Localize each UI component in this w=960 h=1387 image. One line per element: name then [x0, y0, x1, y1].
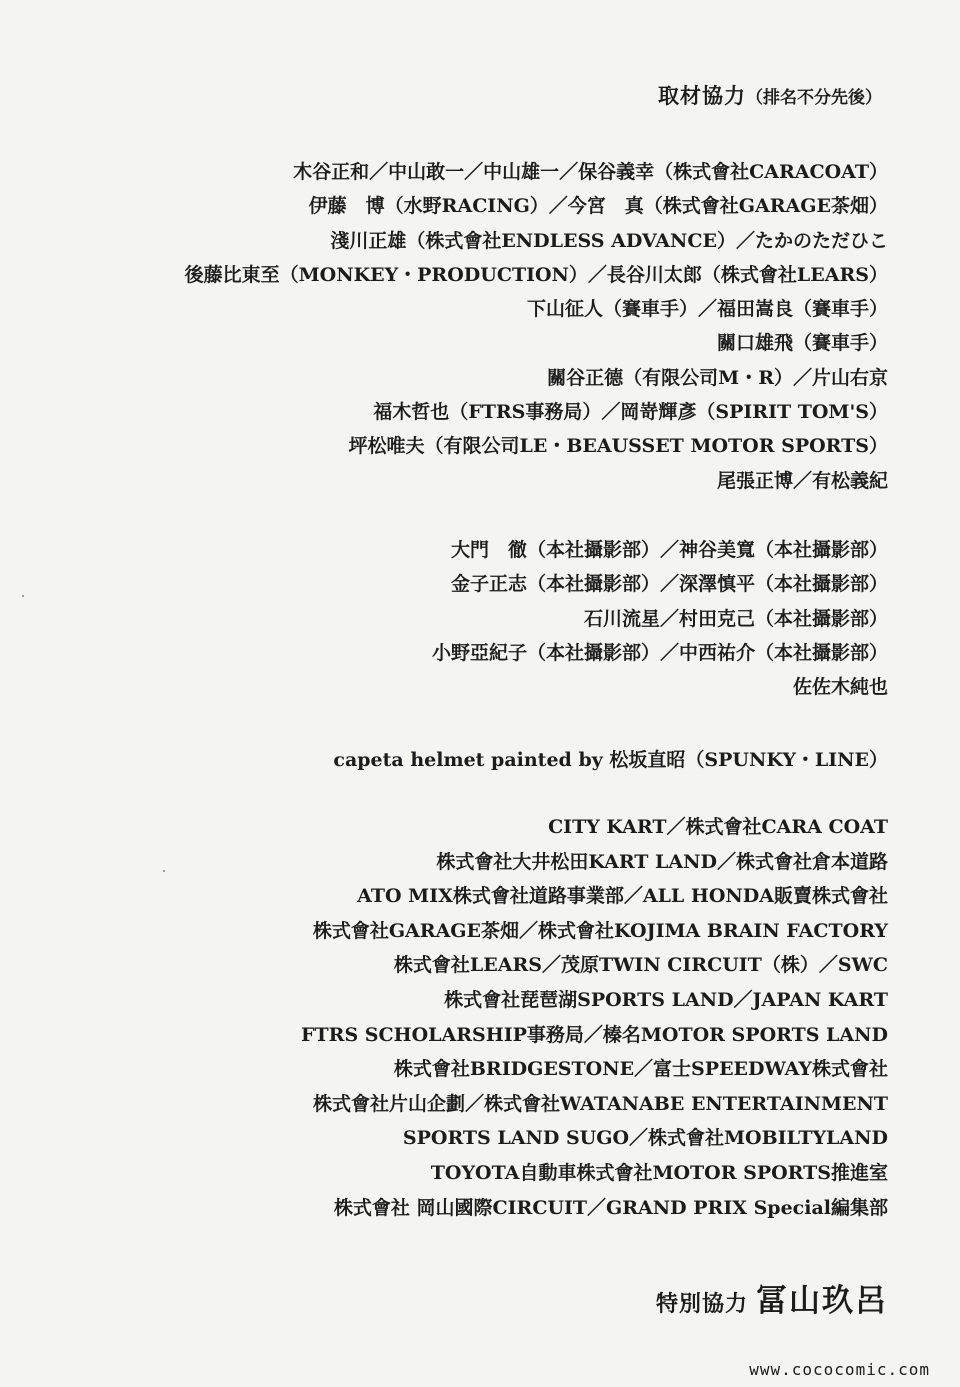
paper-speck	[22, 595, 24, 597]
photo-credits-list	[432, 533, 888, 704]
credit-line: 尾張正博／有松義紀	[716, 469, 888, 492]
organization-line: 株式會社琵琶湖SPORTS LAND／JAPAN KART	[444, 988, 888, 1011]
credit-line: 關谷正德（有限公司M・R）／片山右京	[547, 366, 888, 389]
heading-title: 取材協力	[658, 83, 746, 108]
credit-line: 坪松唯夫（有限公司LE・BEAUSSET MOTOR SPORTS）	[348, 435, 888, 458]
organization-line: 株式會社大井松田KART LAND／株式會社倉本道路	[436, 850, 888, 873]
paper-speck	[163, 870, 165, 872]
credit-line: 後藤比東至（MONKEY・PRODUCTION）／長谷川太郎（株式會社LEARS）	[184, 263, 888, 286]
special-thanks-label: 特別協力	[655, 1291, 748, 1317]
credits-heading	[658, 80, 882, 110]
organization-line: 株式會社BRIDGESTONE／富士SPEEDWAY株式會社	[393, 1058, 888, 1081]
organization-line: 株式會社GARAGE茶畑／株式會社KOJIMA BRAIN FACTORY	[312, 919, 888, 942]
helmet-credit	[333, 743, 888, 777]
credit-line: 木谷正和／中山敢一／中山雄一／保谷義幸（株式會社CARACOAT）	[293, 161, 888, 183]
organization-credits-list	[301, 810, 888, 1225]
photo-credit-line: 大門 徹（本社攝影部）／神谷美寬（本社攝影部）	[450, 539, 888, 561]
photo-credit-line: 佐佐木純也	[792, 676, 888, 699]
credit-line: 淺川正雄（株式會社ENDLESS ADVANCE）／たかのただひこ	[330, 229, 888, 252]
organization-line: 株式會社片山企劃／株式會社WATANABE ENTERTAINMENT	[313, 1092, 888, 1115]
photo-credit-line: 金子正志（本社攝影部）／深澤慎平（本社攝影部）	[450, 573, 888, 596]
organization-line: 株式會社LEARS／茂原TWIN CIRCUIT（株）／SWC	[393, 954, 888, 977]
organization-line: SPORTS LAND SUGO／株式會社MOBILTYLAND	[402, 1127, 888, 1150]
helmet-credit-line: capeta helmet painted by 松坂直昭（SPUNKY・LINE）	[333, 749, 888, 771]
site-watermark: www.cococomic.com	[749, 1360, 930, 1379]
interview-credits-list	[185, 155, 888, 498]
photo-credit-line: 石川流星／村田克己（本社攝影部）	[583, 607, 888, 630]
organization-line: TOYOTA自動車株式會社MOTOR SPORTS推進室	[430, 1161, 888, 1184]
heading-note: （排名不分先後）	[746, 88, 882, 108]
credit-line: 福木哲也（FTRS事務局）／岡嵜輝彥（SPIRIT TOM'S）	[373, 401, 888, 424]
credit-line: 伊藤 博（水野RACING）／今宮 真（株式會社GARAGE茶畑）	[308, 195, 888, 218]
organization-line: CITY KART／株式會社CARA COAT	[548, 816, 888, 838]
organization-line: ATO MIX株式會社道路事業部／ALL HONDA販賣株式會社	[357, 885, 888, 908]
special-thanks	[656, 1275, 888, 1320]
photo-credit-line: 小野亞紀子（本社攝影部）／中西祐介（本社攝影部）	[431, 641, 888, 664]
credit-line: 關口雄飛（賽車手）	[716, 332, 888, 355]
special-thanks-name: 冨山玖呂	[756, 1283, 888, 1319]
credit-line: 下山征人（賽車手）／福田嵩良（賽車手）	[526, 298, 888, 321]
organization-line: FTRS SCHOLARSHIP事務局／榛名MOTOR SPORTS LAND	[301, 1023, 888, 1046]
organization-line: 株式會社 岡山國際CIRCUIT／GRAND PRIX Special編集部	[333, 1196, 888, 1219]
